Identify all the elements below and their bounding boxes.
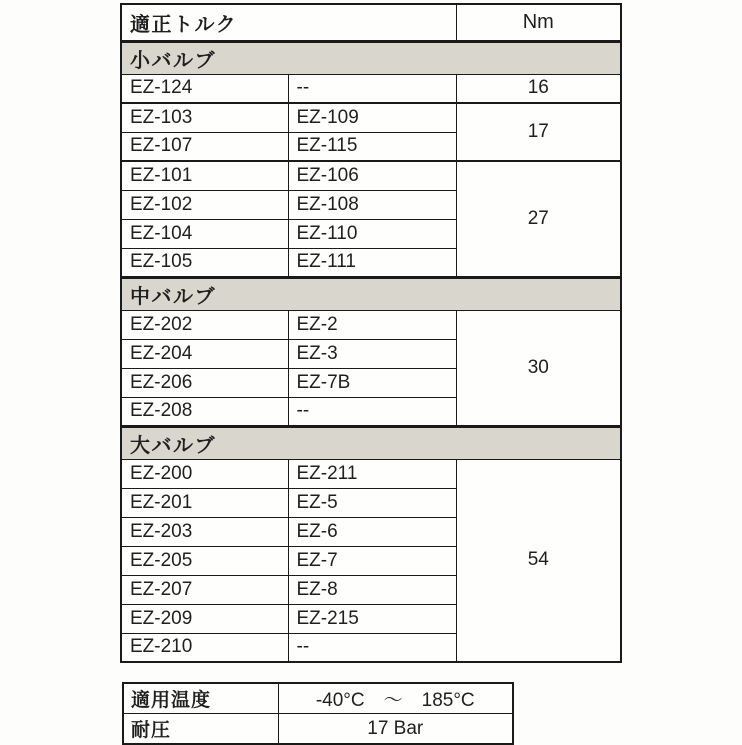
model-cell: EZ-205	[121, 546, 288, 575]
torque-value-cell: 17	[456, 103, 621, 161]
model-cell: EZ-3	[288, 339, 456, 368]
model-cell: EZ-7B	[288, 368, 456, 397]
table-title: 適正トルク	[121, 4, 456, 41]
condition-value-temperature: -40°C ～ 185°C	[278, 683, 513, 714]
table-row	[121, 74, 621, 103]
torque-value-cell: 27	[456, 161, 621, 277]
model-cell: EZ-109	[288, 103, 456, 132]
section-row	[121, 277, 621, 310]
model-cell: EZ-7	[288, 546, 456, 575]
model-cell: EZ-104	[121, 219, 288, 248]
torque-spec-table	[120, 3, 622, 663]
model-cell: EZ-203	[121, 517, 288, 546]
model-cell: EZ-102	[121, 190, 288, 219]
model-cell: --	[288, 397, 456, 426]
model-cell: EZ-200	[121, 459, 288, 488]
model-cell: EZ-108	[288, 190, 456, 219]
model-cell: EZ-207	[121, 575, 288, 604]
model-cell: EZ-210	[121, 633, 288, 662]
condition-label-pressure: 耐圧	[123, 714, 278, 745]
table-header-row	[121, 4, 621, 41]
table-row	[123, 714, 513, 745]
model-cell: EZ-110	[288, 219, 456, 248]
table-row	[121, 161, 621, 190]
model-cell: --	[288, 74, 456, 103]
torque-value-cell: 30	[456, 310, 621, 426]
torque-value-cell: 54	[456, 459, 621, 662]
unit-header: Nm	[456, 4, 621, 41]
model-cell: EZ-202	[121, 310, 288, 339]
section-row	[121, 426, 621, 459]
model-cell: EZ-6	[288, 517, 456, 546]
table-row	[121, 310, 621, 339]
model-cell: EZ-103	[121, 103, 288, 132]
model-cell: EZ-211	[288, 459, 456, 488]
model-cell: EZ-209	[121, 604, 288, 633]
condition-value-pressure: 17 Bar	[278, 714, 513, 745]
model-cell: EZ-215	[288, 604, 456, 633]
model-cell: EZ-115	[288, 132, 456, 161]
model-cell: EZ-101	[121, 161, 288, 190]
table-row	[123, 683, 513, 714]
model-cell: EZ-2	[288, 310, 456, 339]
model-cell: EZ-106	[288, 161, 456, 190]
section-header: 大バルブ	[121, 426, 621, 459]
operating-conditions-table	[122, 682, 514, 745]
model-cell: EZ-8	[288, 575, 456, 604]
section-header: 小バルブ	[121, 41, 621, 74]
section-row	[121, 41, 621, 74]
model-cell: EZ-124	[121, 74, 288, 103]
model-cell: EZ-107	[121, 132, 288, 161]
table-row	[121, 103, 621, 132]
model-cell: EZ-111	[288, 248, 456, 277]
model-cell: EZ-208	[121, 397, 288, 426]
torque-value-cell: 16	[456, 74, 621, 103]
table-row	[121, 459, 621, 488]
section-header: 中バルブ	[121, 277, 621, 310]
model-cell: --	[288, 633, 456, 662]
model-cell: EZ-105	[121, 248, 288, 277]
model-cell: EZ-206	[121, 368, 288, 397]
model-cell: EZ-201	[121, 488, 288, 517]
model-cell: EZ-5	[288, 488, 456, 517]
condition-label-temperature: 適用温度	[123, 683, 278, 714]
model-cell: EZ-204	[121, 339, 288, 368]
